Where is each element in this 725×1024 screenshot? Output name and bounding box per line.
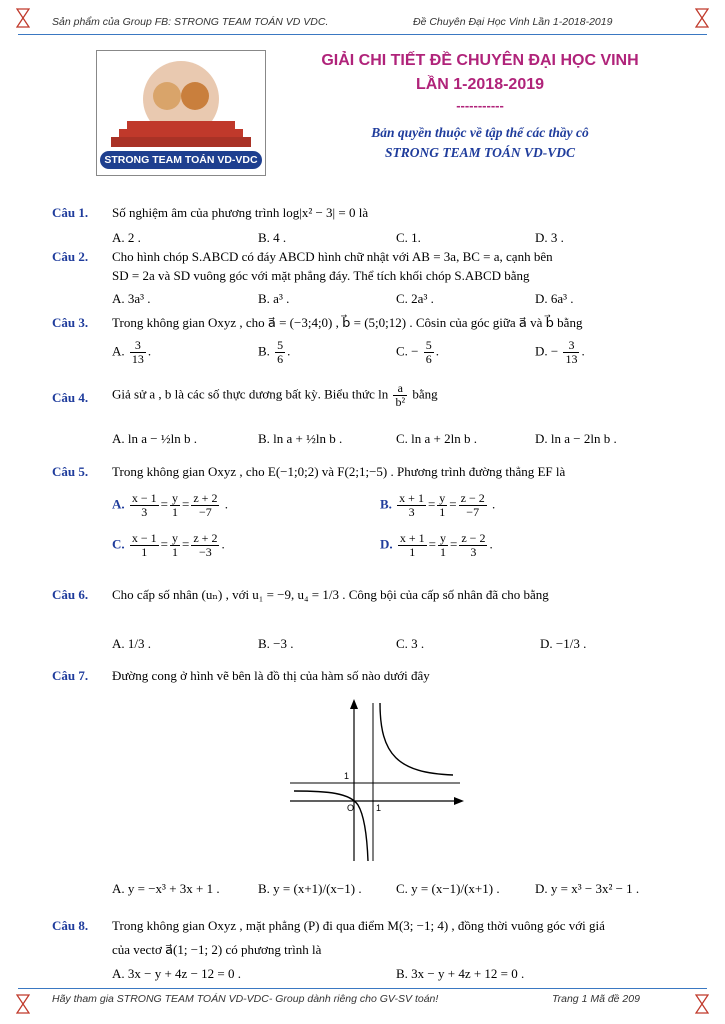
question-text: Trong không gian Oxyz , cho E(−1;0;2) và F(2;1;−5) . Phương trình đường thẳng EF là: [112, 464, 566, 479]
fraction: [424, 339, 434, 366]
numerator: 3: [130, 339, 146, 353]
footer-left: Hãy tham gia STRONG TEAM TOÁN VD-VDC- Group dành riêng cho GV-SV toán!: [52, 993, 439, 1005]
question-text: Cho hình chóp S.ABCD có đáy ABCD hình chữ nhật với AB = 3a, BC = a, cạnh bên: [112, 249, 553, 264]
option-c: C. − $\frac{5}{6}$ .: [396, 338, 440, 366]
numerator: 5: [425, 338, 432, 352]
option-a: A. 3x − y + 4z − 12 = 0 .: [112, 966, 241, 981]
logo-banner: STRONG TEAM TOÁN VD-VDC: [104, 154, 258, 166]
option-a: A. 3a³ .: [112, 291, 151, 306]
option-b: B. 4 .: [258, 230, 287, 245]
denominator: 6: [277, 352, 284, 366]
question-text: của vectơ a⃗(1; −1; 2) có phương trình là: [112, 942, 322, 957]
option-a-prefix: A.: [112, 343, 125, 359]
fraction: [393, 382, 407, 409]
copyright-line1: Bản quyền thuộc về tập thể các thầy cô: [371, 125, 589, 140]
fraction: $\frac{z - 2}{-7}$: [460, 491, 485, 519]
fraction: $\frac{z + 2}{-3}$: [193, 531, 218, 559]
fraction: $\frac{x - 1}{3}$: [131, 491, 157, 519]
option-c: C. 3 .: [396, 636, 425, 651]
fraction: [563, 339, 579, 366]
question-text: SD = 2a và SD vuông góc với mặt phẳng đáy. Thể tích khối chóp S.ABCD bằng: [112, 268, 530, 283]
option-b: B. 3x − y + 4z + 12 = 0 .: [396, 966, 525, 981]
fraction: $\frac{y}{1}$: [172, 491, 179, 519]
function-graph: [288, 695, 468, 865]
option-a: A. $\frac{3}{13}$ .: [112, 338, 152, 366]
denominator: 13: [131, 352, 144, 366]
question-label: Câu 3.: [52, 315, 89, 330]
option-a: A. 2 .: [112, 230, 141, 245]
graph-label-x1: 1: [376, 803, 382, 813]
option-d: D. y = x³ − 3x² − 1 .: [535, 881, 640, 896]
option-d-letter: D.: [380, 536, 393, 552]
graph-label-y1: 1: [344, 771, 350, 781]
question-text: Trong không gian Oxyz , mặt phẳng (P) đi qua điểm M(3; −1; 4) , đồng thời vuông góc với giá: [112, 918, 605, 933]
footer-right: Trang 1 Mã đề 209: [552, 993, 640, 1005]
fraction: $\frac{y}{1}$: [440, 531, 447, 559]
option-d: D. −1/3 .: [540, 636, 587, 651]
fraction: [130, 339, 146, 366]
hourglass-icon: [16, 8, 30, 28]
option-a: A. 1/3 .: [112, 636, 151, 651]
question-text: Đường cong ở hình vẽ bên là đồ thị của hàm số nào dưới đây: [112, 668, 430, 683]
option-b: B. $\frac{5}{6}$ .: [258, 338, 291, 366]
denominator: 13: [565, 352, 578, 366]
option-a: A. $\frac{x - 1}{3}$ = $\frac{y}{1}$ = $\frac{z + 2}{-7}$ .: [112, 491, 228, 519]
option-c-letter: C.: [112, 536, 125, 552]
option-c: C. y = (x−1)/(x+1) .: [396, 881, 500, 896]
question-text-main: Giả sử a , b là các số thực dương bất kỳ. Biểu thức ln: [112, 386, 389, 402]
fraction: $\frac{z - 2}{3}$: [461, 531, 486, 559]
option-d: D. $\frac{x + 1}{1}$ = $\frac{y}{1}$ = $\frac{z - 2}{3}$ .: [380, 531, 493, 559]
fraction: [275, 339, 285, 366]
option-b-letter: B.: [380, 496, 392, 512]
question-label: Câu 8.: [52, 918, 89, 933]
question-text: Số nghiệm âm của phương trình log|x² − 3| = 0 là: [112, 205, 369, 220]
question-text-end: bằng: [412, 386, 438, 402]
question-text: [112, 382, 685, 409]
option-a: A. y = −x³ + 3x + 1 .: [112, 881, 220, 896]
fraction: $\frac{x + 1}{3}$: [399, 491, 424, 519]
option-b: B. y = (x+1)/(x−1) .: [258, 881, 362, 896]
hourglass-icon: [695, 8, 709, 28]
option-b: B. −3 .: [258, 636, 294, 651]
header-rule: [18, 34, 707, 35]
numerator: a: [393, 382, 407, 396]
fraction: $\frac{z + 2}{-7}$: [193, 491, 218, 519]
denominator: 6: [425, 352, 432, 366]
title-dashes: -----------: [456, 98, 504, 113]
option-b: B. $\frac{x + 1}{3}$ = $\frac{y}{1}$ = $\frac{z - 2}{-7}$ .: [380, 491, 496, 519]
header-right: Đề Chuyên Đại Học Vinh Lần 1-2018-2019: [413, 16, 613, 28]
question-label: Câu 1.: [52, 205, 89, 220]
option-d-prefix: D. −: [535, 343, 559, 359]
fraction: $\frac{y}{1}$: [172, 531, 179, 559]
fraction: $\frac{x - 1}{1}$: [131, 531, 157, 559]
question-text: Trong không gian Oxyz , cho a⃗ = (−3;4;0) , b⃗ = (5;0;12) . Côsin của góc giữa a⃗ và b⃗ bằng: [112, 315, 583, 330]
option-b: B. a³ .: [258, 291, 290, 306]
graph-label-origin: O: [347, 803, 355, 813]
numerator: 3: [563, 339, 579, 353]
option-a: A. ln a − ½ln b .: [112, 431, 197, 446]
copyright-line2: STRONG TEAM TOÁN VD-VDC: [385, 145, 575, 160]
header-left: Sản phẩm của Group FB: STRONG TEAM TOÁN VD VDC.: [52, 16, 329, 28]
question-label: Câu 6.: [52, 587, 89, 602]
numerator: 5: [277, 338, 284, 352]
denominator: b²: [395, 395, 406, 409]
fraction: $\frac{x + 1}{1}$: [399, 531, 425, 559]
hourglass-icon: [695, 994, 709, 1014]
question-label: Câu 4.: [52, 390, 89, 405]
hourglass-icon: [16, 994, 30, 1014]
question-label: Câu 7.: [52, 668, 89, 683]
fraction: $\frac{y}{1}$: [439, 491, 446, 519]
option-b: B. ln a + ½ln b .: [258, 431, 343, 446]
option-c-prefix: C. −: [396, 343, 419, 359]
option-c: C. ln a + 2ln b .: [396, 431, 477, 446]
title-line2: LẦN 1-2018-2019: [415, 76, 545, 93]
question-label: Câu 5.: [52, 464, 89, 479]
footer-rule: [18, 988, 707, 989]
question-label: Câu 2.: [52, 249, 89, 264]
option-c: C. 2a³ .: [396, 291, 434, 306]
title-line1: GIẢI CHI TIẾT ĐỀ CHUYÊN ĐẠI HỌC VINH: [321, 52, 639, 69]
option-a-letter: A.: [112, 496, 125, 512]
option-d: D. ln a − 2ln b .: [535, 431, 617, 446]
option-d: D. 3 .: [535, 230, 564, 245]
option-b-prefix: B.: [258, 343, 270, 359]
logo: [96, 50, 266, 176]
option-c: C. 1.: [396, 230, 421, 245]
option-c: C. $\frac{x - 1}{1}$ = $\frac{y}{1}$ = $\frac{z + 2}{-3}$ .: [112, 531, 225, 559]
option-d: D. 6a³ .: [535, 291, 574, 306]
option-d: D. − $\frac{3}{13}$ .: [535, 338, 585, 366]
question-text: Cho cấp số nhân (uₙ) , với u₁ = −9, u₄ = 1/3 . Công bội của cấp số nhân đã cho bằng: [112, 587, 549, 602]
